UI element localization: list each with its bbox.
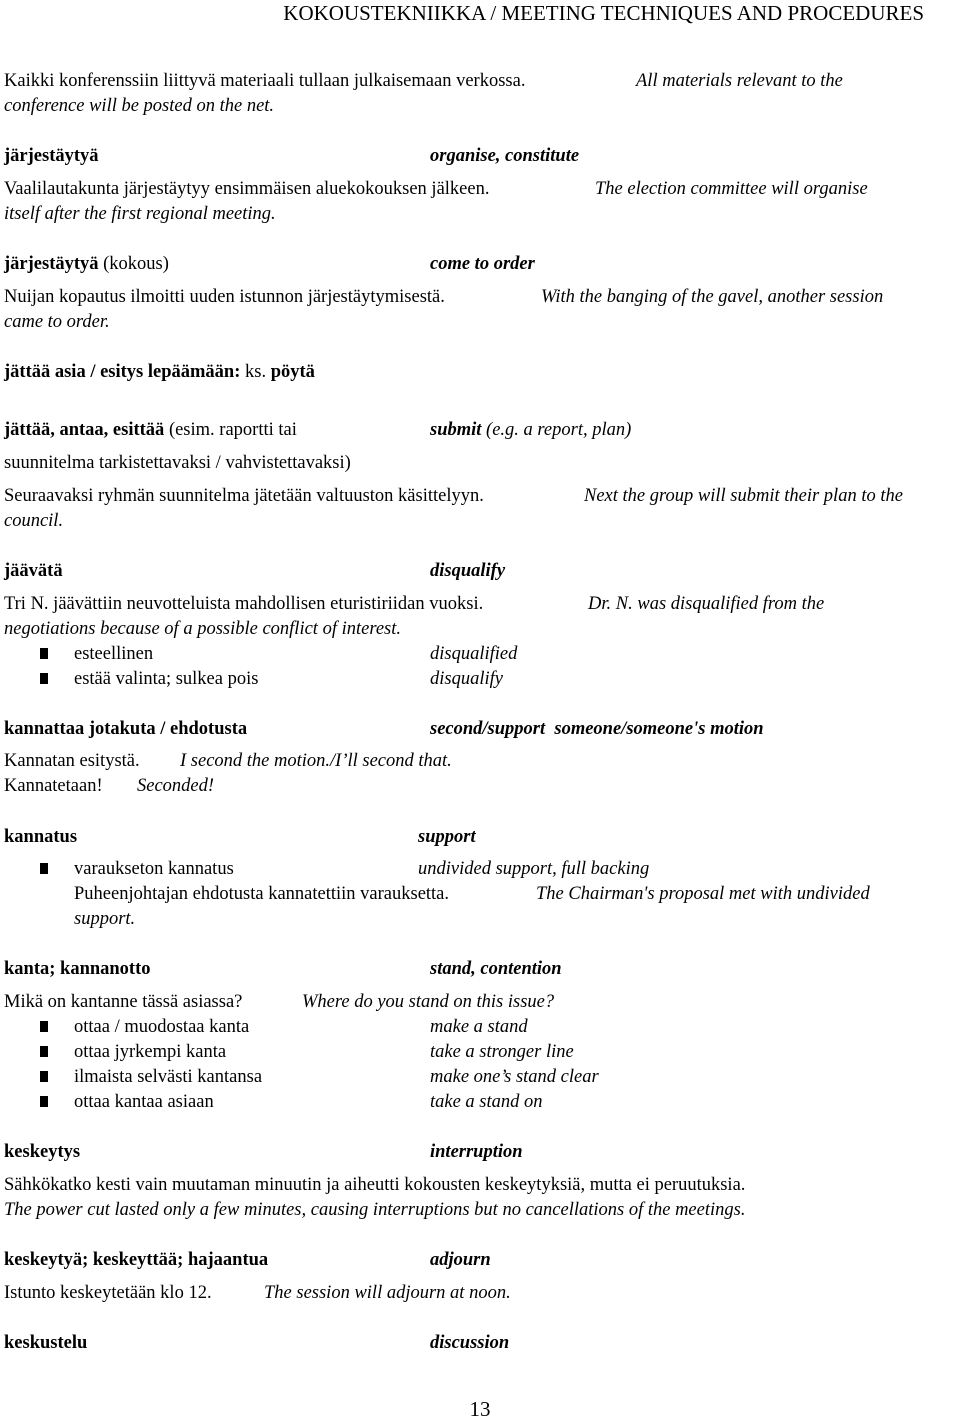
example-english-line2: came to order.: [4, 312, 110, 332]
example-finnish: Nuijan kopautus ilmoitti uuden istunnon järjestäytymisestä.: [4, 287, 445, 307]
example-finnish: Seuraavaksi ryhmän suunnitelma jätetään valtuuston käsittelyyn.: [4, 486, 484, 506]
translation-stand: stand, contention: [430, 959, 562, 979]
example-english-line2: council.: [4, 511, 64, 531]
term-jattaa-asia: [4, 360, 315, 385]
translation-support: support: [418, 827, 476, 847]
translation-come-to-order: come to order: [430, 254, 535, 274]
example-english-line1: The election committee will organise: [595, 179, 868, 199]
intro-english-line1: All materials relevant to the: [636, 71, 843, 91]
example-finnish: Mikä on kantanne tässä asiassa?: [4, 992, 243, 1012]
example-english-line1: With the banging of the gavel, another session: [541, 287, 884, 307]
example-english-line2: itself after the first regional meeting.: [4, 204, 276, 224]
bullet-finnish: ottaa / muodostaa kanta: [74, 1017, 250, 1037]
term-kanta: kanta; kannanotto: [4, 959, 151, 979]
example2-english: Seconded!: [137, 776, 215, 796]
bullet-finnish: ottaa kantaa asiaan: [74, 1092, 214, 1112]
example1-english: I second the motion./I’ll second that.: [180, 751, 452, 771]
square-bullet-icon: [40, 673, 48, 684]
bullet-finnish: ottaa jyrkempi kanta: [74, 1042, 227, 1062]
cross-reference-ks: ks.: [245, 362, 267, 382]
translation-interruption: interruption: [430, 1142, 523, 1162]
example2-finnish: Kannatetaan!: [4, 776, 103, 796]
translation-organise: organise, constitute: [430, 146, 580, 166]
term-note: (kokous): [103, 254, 169, 274]
square-bullet-icon: [40, 863, 48, 874]
bullet-english: make one’s stand clear: [430, 1067, 599, 1087]
intro-english-line2: conference will be posted on the net.: [4, 96, 275, 116]
intro-finnish: Kaikki konferenssiin liittyvä materiaali tullaan julkaisemaan verkossa.: [4, 71, 526, 91]
example-finnish: Istunto keskeytetään klo 12.: [4, 1283, 212, 1303]
term-jattaa-antaa-esittaa: [4, 418, 297, 443]
bullet-finnish: esteellinen: [74, 644, 154, 664]
square-bullet-icon: [40, 1021, 48, 1032]
square-bullet-icon: [40, 1071, 48, 1082]
translation-text: submit: [430, 420, 482, 440]
bullet-english: make a stand: [430, 1017, 528, 1037]
term-kannattaa: kannattaa jotakuta / ehdotusta: [4, 719, 248, 739]
example-english: The session will adjourn at noon.: [264, 1283, 511, 1303]
bullet-finnish: ilmaista selvästi kantansa: [74, 1067, 263, 1087]
example-english: Where do you stand on this issue?: [302, 992, 555, 1012]
translation-disqualify: disqualify: [430, 561, 506, 581]
term-text: jättää, antaa, esittää: [4, 420, 165, 440]
page-header: KOKOUSTEKNIIKKA / MEETING TECHNIQUES AND PROCEDURES: [283, 1, 924, 25]
term-text: järjestäytyä: [4, 254, 99, 274]
translation-discussion: discussion: [430, 1333, 510, 1353]
term-kannatus: kannatus: [4, 827, 78, 847]
term-note-line1: (esim. raportti tai: [168, 420, 297, 440]
bullet-english: take a stand on: [430, 1092, 543, 1112]
term-text: jättää asia / esitys lepäämään:: [4, 362, 241, 382]
term-jaavata: jäävätä: [4, 561, 63, 581]
square-bullet-icon: [40, 1096, 48, 1107]
bullet-english: take a stronger line: [430, 1042, 574, 1062]
example-finnish: Sähkökatko kesti vain muutaman minuutin ja aiheutti kokousten keskeytyksiä, mutta ei peruutuksia.: [4, 1175, 746, 1195]
example-finnish: Puheenjohtajan ehdotusta kannatettiin varauksetta.: [74, 884, 450, 904]
square-bullet-icon: [40, 648, 48, 659]
term-keskeytya: keskeytyä; keskeyttää; hajaantua: [4, 1250, 269, 1270]
example-english-line2: support.: [74, 909, 136, 929]
example-english-line1: The Chairman's proposal met with undivided: [536, 884, 870, 904]
example1-finnish: Kannatan esitystä.: [4, 751, 140, 771]
example-english-line2: negotiations because of a possible conflict of interest.: [4, 619, 402, 639]
bullet-finnish: estää valinta; sulkea pois: [74, 669, 259, 689]
term-note-line2: suunnitelma tarkistettavaksi / vahvistettavaksi): [4, 453, 351, 473]
bullet-finnish: varaukseton kannatus: [74, 859, 234, 879]
example-english-line1: Next the group will submit their plan to the: [584, 486, 903, 506]
square-bullet-icon: [40, 1046, 48, 1057]
example-finnish: Vaalilautakunta järjestäytyy ensimmäisen aluekokouksen jälkeen.: [4, 179, 490, 199]
translation-adjourn: adjourn: [430, 1250, 491, 1270]
example-english-line1: Dr. N. was disqualified from the: [588, 594, 825, 614]
bullet-english: undivided support, full backing: [418, 859, 650, 879]
bullet-english: disqualify: [430, 669, 503, 689]
term-jarjestaytya: järjestäytyä: [4, 146, 99, 166]
term-keskeytys: keskeytys: [4, 1142, 81, 1162]
page-number: 13: [469, 1397, 491, 1421]
cross-reference-term: pöytä: [270, 362, 315, 382]
example-english: The power cut lasted only a few minutes, causing interruptions but no cancellations of the meetings.: [4, 1200, 746, 1220]
translation-note: (e.g. a report, plan): [486, 420, 632, 440]
term-keskustelu: keskustelu: [4, 1333, 88, 1353]
term-jarjestaytya-kokous: [4, 252, 169, 277]
translation-second-support: second/support someone/someone's motion: [430, 719, 764, 739]
translation-submit: [430, 418, 631, 443]
bullet-english: disqualified: [430, 644, 518, 664]
example-finnish: Tri N. jäävättiin neuvotteluista mahdollisen eturistiriidan vuoksi.: [4, 594, 484, 614]
